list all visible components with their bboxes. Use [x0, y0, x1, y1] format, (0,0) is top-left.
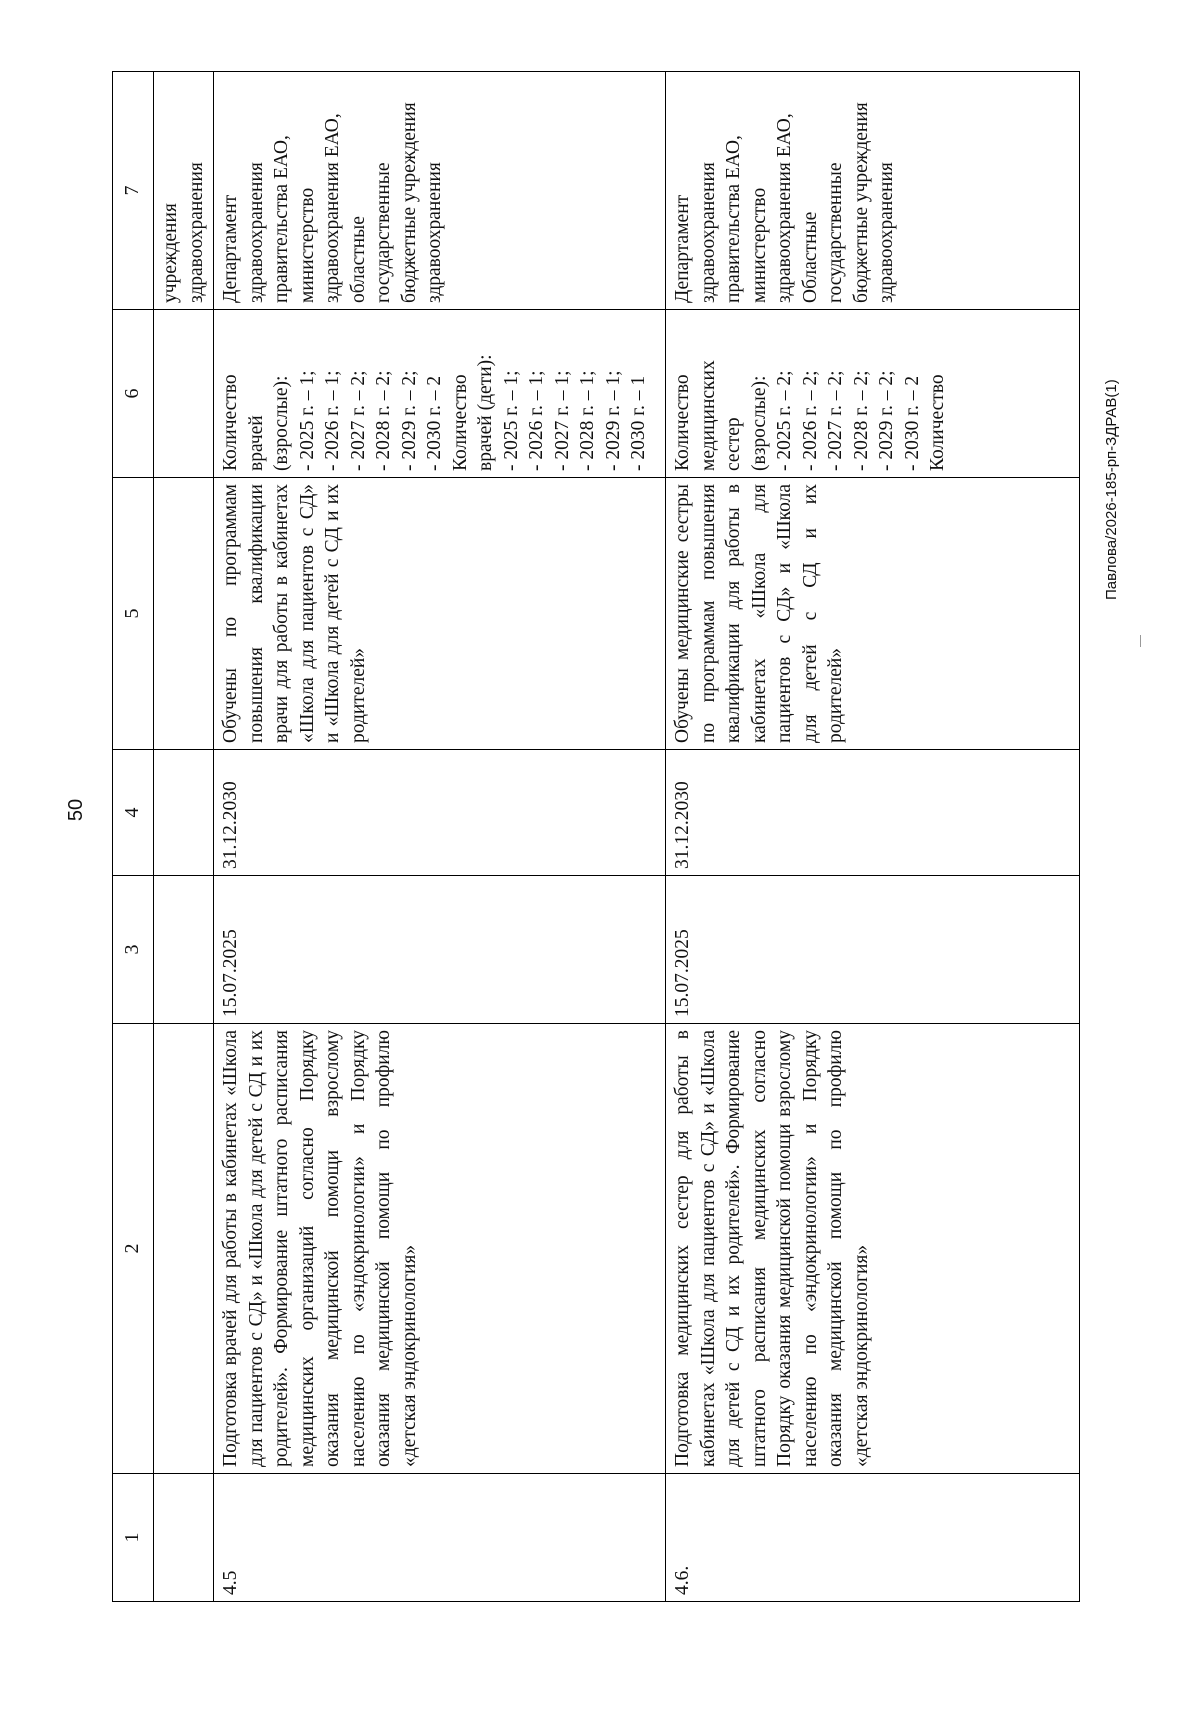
- activity-cell: Подготовка врачей для работы в кабинетах «Школа для пациентов с СД» и «Школа для детей с СД и их родителей». Формирование штатного расписания медицинских организаций согласно Порядку оказания медицинской помощи взрослому населению по «эндокринологии» и Порядку оказания медицинской помощи по профилю «детская эндокринология»: [214, 1024, 666, 1474]
- page-number: 50: [65, 798, 87, 822]
- indicator-cell: [666, 310, 1080, 478]
- responsible-cell: Департамент здравоохранения правительства ЕАО, министерство здравоохранения ЕАО, Областные государственные бюджетные учреждения здравоохранения: [666, 72, 1080, 310]
- indicator-line: Количество: [672, 374, 693, 471]
- indicator-line: - 2025 г. – 1;: [296, 370, 318, 471]
- indicator-line: - 2026 г. – 2;: [799, 370, 821, 471]
- indicator-line: Количество: [927, 374, 948, 471]
- column-number: 2: [113, 1024, 154, 1474]
- indicator-line: Количество: [220, 374, 241, 471]
- end-date-cell: 31.12.2030: [666, 750, 1080, 876]
- table-cell: [154, 1024, 214, 1474]
- plan-table-rotated: [112, 72, 1080, 1602]
- scan-mark: [1140, 635, 1141, 647]
- column-number-row: [113, 72, 154, 1602]
- result-cell: Обучены по программам повышения квалификации врачи для работы в кабинетах «Школа для пациентов с СД» и «Школа для детей с СД и их родителей»: [214, 478, 666, 750]
- table-cell: [154, 478, 214, 750]
- table-row: [666, 72, 1080, 1602]
- indicator-line: - 2027 г. – 2;: [347, 370, 369, 471]
- result-cell: Обучены медицинские сестры по программам повышения квалификации для работы в кабинетах «Школа для пациентов с СД» и «Школа для детей с СД и их родителей»: [666, 478, 1080, 750]
- row-number: 4.6.: [666, 1474, 1080, 1602]
- column-number: 1: [113, 1474, 154, 1602]
- plan-table: [112, 71, 1080, 1602]
- indicator-line: - 2028 г. – 2;: [373, 370, 394, 471]
- column-number: 3: [113, 876, 154, 1024]
- indicator-line: - 2028 г. – 2;: [850, 370, 872, 471]
- table-cell: [154, 310, 214, 478]
- indicator-line: (взрослые):: [748, 375, 770, 471]
- end-date-cell: 31.12.2030: [214, 750, 666, 876]
- indicator-cell: [214, 310, 666, 478]
- indicator-line: - 2029 г. – 2;: [398, 370, 420, 471]
- row-number: 4.5: [214, 1474, 666, 1602]
- responsible-cell: учреждения здравоохранения: [154, 72, 214, 310]
- table-cell: [154, 750, 214, 876]
- activity-cell: Подготовка медицинских сестер для работы в кабинетах «Школа для пациентов с СД» и «Школа для детей с СД и их родителей». Формирование штатного расписания медицинских согласно Порядку оказания медицинской помощи взрослому населению по «эндокринологии» и Порядку оказания медицинской помощи по профилю «детская эндокринология»: [666, 1024, 1080, 1474]
- indicator-line: медицинских: [697, 360, 719, 471]
- indicator-line: - 2025 г. – 2;: [774, 370, 795, 471]
- indicator-line: - 2030 г. – 2: [901, 375, 923, 471]
- responsible-cell: Департамент здравоохранения правительства ЕАО, министерство здравоохранения ЕАО, областные государственные бюджетные учреждения здравоохранения: [214, 72, 666, 310]
- indicator-line: (взрослые):: [271, 375, 292, 471]
- indicator-line: - 2027 г. – 1;: [551, 370, 573, 471]
- document-code: Павлова/2026-185-рп-ЗДРАВ(1): [1103, 379, 1120, 600]
- indicator-line: - 2025 г. – 1;: [500, 370, 522, 471]
- indicator-line: - 2026 г. – 1;: [526, 370, 547, 471]
- start-date-cell: 15.07.2025: [666, 876, 1080, 1024]
- column-number: 5: [113, 478, 154, 750]
- indicator-line: Количество: [449, 374, 471, 471]
- column-number: 4: [113, 750, 154, 876]
- start-date-cell: 15.07.2025: [214, 876, 666, 1024]
- table-cell: [154, 876, 214, 1024]
- indicator-line: врачей: [245, 415, 267, 471]
- column-number: 6: [113, 310, 154, 478]
- indicator-line: - 2028 г. – 1;: [577, 370, 598, 471]
- indicator-line: - 2029 г. – 2;: [876, 370, 897, 471]
- indicator-line: - 2026 г. – 1;: [322, 370, 343, 471]
- table-row: [214, 72, 666, 1602]
- indicator-line: - 2030 г. – 1: [628, 375, 649, 471]
- indicator-line: - 2030 г. – 2: [424, 375, 445, 471]
- indicator-line: сестер: [723, 417, 744, 471]
- indicator-line: - 2027 г. – 2;: [825, 370, 846, 471]
- indicator-line: - 2029 г. – 1;: [602, 370, 624, 471]
- column-number: 7: [113, 72, 154, 310]
- continuation-row: [154, 72, 214, 1602]
- table-cell: [154, 1474, 214, 1602]
- indicator-line: врачей (дети):: [475, 354, 496, 471]
